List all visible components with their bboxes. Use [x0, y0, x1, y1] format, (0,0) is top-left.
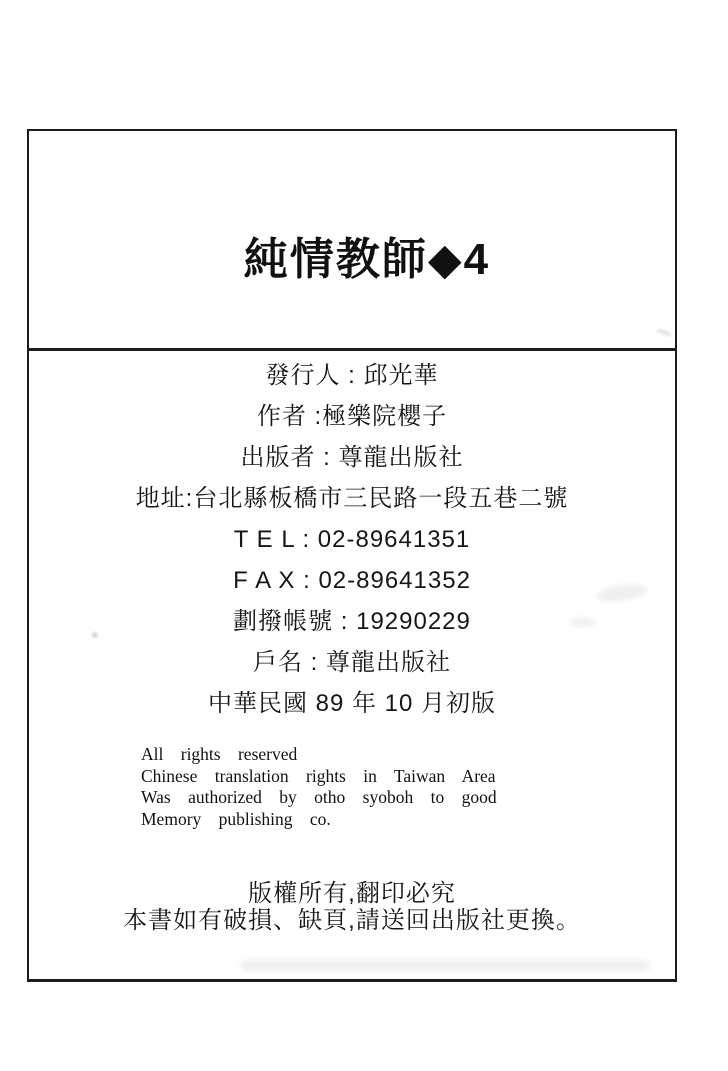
- publisher-line: 出版者 : 尊龍出版社: [240, 444, 464, 471]
- issuer-line: 發行人 : 邱光華: [265, 362, 439, 389]
- account-name-line: 戶名 : 尊龍出版社: [252, 649, 451, 676]
- copyright-warning-line: 版權所有,翻印必究: [248, 880, 456, 907]
- address-line: 地址:台北縣板橋市三民路一段五巷二號: [135, 485, 569, 512]
- fax-line: F A X : 02-89641352: [233, 567, 471, 594]
- rights-notice: [141, 744, 525, 830]
- author-line: 作者 :極樂院櫻子: [256, 403, 448, 430]
- edition-date-line: 中華民國 89 年 10 月初版: [207, 690, 497, 717]
- rights-line-1: All rights reserved: [141, 744, 298, 764]
- colophon-frame: [27, 129, 677, 982]
- replacement-notice-line: 本書如有破損、缺頁,請送回出版社更換。: [123, 907, 581, 934]
- rights-line-2: Chinese translation rights in Taiwan Area: [141, 765, 496, 786]
- book-title: 純情教師◆4: [243, 234, 491, 284]
- tel-line: T E L : 02-89641351: [233, 526, 471, 553]
- title-section: [29, 131, 675, 351]
- postal-account-line: 劃撥帳號 : 19290229: [233, 608, 471, 635]
- rights-line-3: Was authorized by otho syoboh to good: [141, 787, 497, 807]
- rights-line-4: Memory publishing co.: [141, 808, 331, 829]
- publication-info: [29, 351, 675, 934]
- copyright-warning: [29, 880, 675, 934]
